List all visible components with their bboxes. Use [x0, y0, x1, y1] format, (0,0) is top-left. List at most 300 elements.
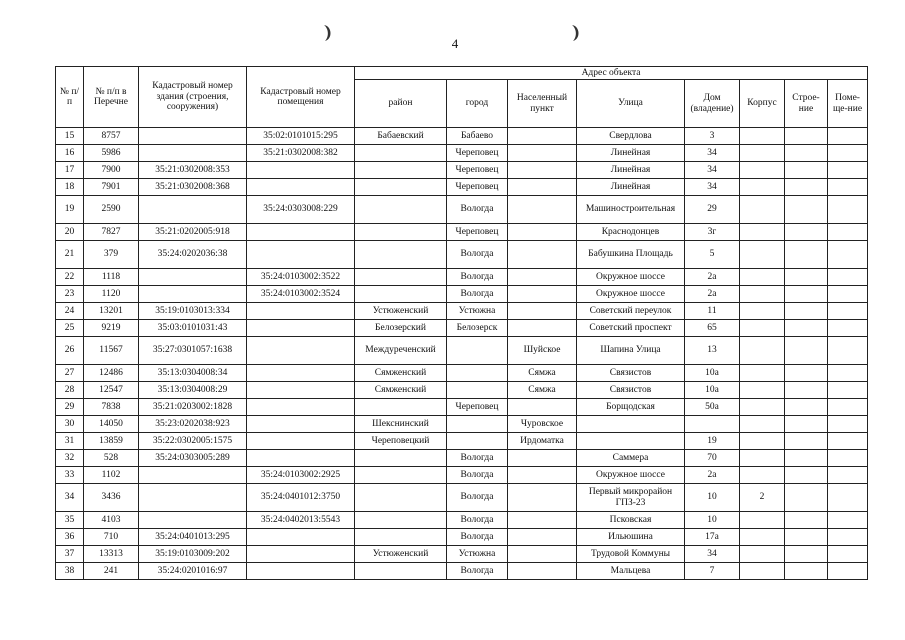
cell-no: 37 [56, 546, 84, 563]
cell-street: Связистов [577, 365, 685, 382]
cell-district [355, 512, 447, 529]
cell-list-no: 1102 [84, 467, 139, 484]
cell-settlement [508, 179, 577, 196]
table-row [56, 337, 868, 365]
cell-no: 36 [56, 529, 84, 546]
cell-stroenie [785, 179, 828, 196]
cell-settlement [508, 145, 577, 162]
cell-room-cadastral [247, 179, 355, 196]
cell-korpus [740, 382, 785, 399]
cell-city: Череповец [447, 224, 508, 241]
cell-house: 50а [685, 399, 740, 416]
cell-stroenie [785, 224, 828, 241]
cell-pomeshchenie [828, 416, 868, 433]
header-city: город [447, 80, 508, 128]
cell-building-cadastral [139, 196, 247, 224]
cell-settlement [508, 224, 577, 241]
cell-room-cadastral [247, 337, 355, 365]
cell-korpus [740, 241, 785, 269]
cell-district [355, 269, 447, 286]
cell-house: 34 [685, 179, 740, 196]
cell-city [447, 433, 508, 450]
cell-pomeshchenie [828, 450, 868, 467]
cell-stroenie [785, 320, 828, 337]
cell-street: Краснодонцев [577, 224, 685, 241]
cell-street: Окружное шоссе [577, 269, 685, 286]
cell-settlement [508, 563, 577, 580]
cell-street: Мальцева [577, 563, 685, 580]
cell-street: Борщодская [577, 399, 685, 416]
cell-pomeshchenie [828, 546, 868, 563]
cell-list-no: 13859 [84, 433, 139, 450]
table-row [56, 546, 868, 563]
cell-house: 34 [685, 546, 740, 563]
header-district: район [355, 80, 447, 128]
cell-list-no: 379 [84, 241, 139, 269]
cell-stroenie [785, 563, 828, 580]
cell-city: Белозерск [447, 320, 508, 337]
cell-building-cadastral: 35:24:0202036:38 [139, 241, 247, 269]
cell-room-cadastral: 35:24:0303008:229 [247, 196, 355, 224]
cell-pomeshchenie [828, 484, 868, 512]
cell-pomeshchenie [828, 286, 868, 303]
cell-house: 2а [685, 286, 740, 303]
cell-list-no: 1120 [84, 286, 139, 303]
cell-no: 21 [56, 241, 84, 269]
table-row [56, 467, 868, 484]
cell-no: 32 [56, 450, 84, 467]
cell-building-cadastral: 35:13:0304008:34 [139, 365, 247, 382]
table-row [56, 512, 868, 529]
cell-district [355, 450, 447, 467]
cell-street: Бабушкина Площадь [577, 241, 685, 269]
cell-city: Череповец [447, 162, 508, 179]
cell-list-no: 7900 [84, 162, 139, 179]
cell-stroenie [785, 382, 828, 399]
cell-city: Череповец [447, 179, 508, 196]
table-row [56, 303, 868, 320]
cell-city [447, 416, 508, 433]
cell-city: Бабаево [447, 128, 508, 145]
cell-pomeshchenie [828, 467, 868, 484]
cell-pomeshchenie [828, 269, 868, 286]
cell-no: 26 [56, 337, 84, 365]
cell-korpus [740, 529, 785, 546]
header-korpus: Корпус [740, 80, 785, 128]
cell-street: Окружное шоссе [577, 286, 685, 303]
cell-pomeshchenie [828, 241, 868, 269]
cell-no: 19 [56, 196, 84, 224]
table-row [56, 416, 868, 433]
cell-building-cadastral: 35:21:0302008:368 [139, 179, 247, 196]
cell-room-cadastral: 35:24:0401012:3750 [247, 484, 355, 512]
cell-district [355, 484, 447, 512]
cell-building-cadastral: 35:22:0302005:1575 [139, 433, 247, 450]
cell-building-cadastral: 35:23:0202038:923 [139, 416, 247, 433]
cell-city [447, 365, 508, 382]
table-row [56, 484, 868, 512]
cell-no: 38 [56, 563, 84, 580]
cell-stroenie [785, 128, 828, 145]
cell-room-cadastral: 35:24:0103002:3522 [247, 269, 355, 286]
cell-building-cadastral: 35:21:0203002:1828 [139, 399, 247, 416]
cell-street: Машиностроительная [577, 196, 685, 224]
cell-district [355, 196, 447, 224]
cell-building-cadastral: 35:24:0303005:289 [139, 450, 247, 467]
cell-korpus [740, 365, 785, 382]
header-building-cadastral: Кадастровый номер здания (строения, сооружения) [139, 67, 247, 128]
cell-stroenie [785, 399, 828, 416]
cell-stroenie [785, 196, 828, 224]
cell-district [355, 529, 447, 546]
cell-no: 31 [56, 433, 84, 450]
cell-settlement [508, 303, 577, 320]
cell-room-cadastral [247, 241, 355, 269]
header-street: Улица [577, 80, 685, 128]
cell-settlement [508, 512, 577, 529]
cell-korpus [740, 286, 785, 303]
header-pomeshchenie: Поме-ще-ние [828, 80, 868, 128]
cell-street: Трудовой Коммуны [577, 546, 685, 563]
cell-house [685, 416, 740, 433]
cell-city: Вологда [447, 512, 508, 529]
cell-pomeshchenie [828, 365, 868, 382]
cell-pomeshchenie [828, 179, 868, 196]
table-row [56, 269, 868, 286]
cell-street: Линейная [577, 162, 685, 179]
cell-house: 70 [685, 450, 740, 467]
cell-district: Шекснинский [355, 416, 447, 433]
table-row [56, 450, 868, 467]
cell-district [355, 467, 447, 484]
cell-street: Ильюшина [577, 529, 685, 546]
cell-district [355, 145, 447, 162]
cell-no: 29 [56, 399, 84, 416]
cell-street [577, 416, 685, 433]
cell-stroenie [785, 467, 828, 484]
cell-stroenie [785, 546, 828, 563]
cell-city: Устюжна [447, 546, 508, 563]
cell-no: 35 [56, 512, 84, 529]
cell-pomeshchenie [828, 196, 868, 224]
cell-stroenie [785, 450, 828, 467]
header-row-top [56, 67, 868, 80]
cell-district [355, 286, 447, 303]
cell-pomeshchenie [828, 563, 868, 580]
cell-house: 11 [685, 303, 740, 320]
cell-list-no: 7901 [84, 179, 139, 196]
cell-city: Вологда [447, 563, 508, 580]
cell-district [355, 162, 447, 179]
cell-list-no: 12547 [84, 382, 139, 399]
cell-house: 3г [685, 224, 740, 241]
cell-stroenie [785, 484, 828, 512]
cell-settlement [508, 546, 577, 563]
cell-house: 19 [685, 433, 740, 450]
cell-district [355, 241, 447, 269]
cell-room-cadastral [247, 399, 355, 416]
header-settlement: Населенный пункт [508, 80, 577, 128]
cell-korpus [740, 416, 785, 433]
cell-room-cadastral [247, 162, 355, 179]
cell-list-no: 9219 [84, 320, 139, 337]
cell-street [577, 433, 685, 450]
cell-room-cadastral [247, 416, 355, 433]
table-row [56, 529, 868, 546]
cell-house: 10 [685, 484, 740, 512]
cell-korpus [740, 320, 785, 337]
page-number: 4 [451, 36, 459, 51]
cell-street: Связистов [577, 382, 685, 399]
cell-building-cadastral: 35:21:0302008:353 [139, 162, 247, 179]
cell-stroenie [785, 433, 828, 450]
header-list-no: № п/п в Перечне [84, 67, 139, 128]
cell-list-no: 4103 [84, 512, 139, 529]
cell-city: Вологда [447, 269, 508, 286]
cell-city: Вологда [447, 196, 508, 224]
cell-district: Бабаевский [355, 128, 447, 145]
punch-hole-mark-right [568, 24, 582, 42]
cell-building-cadastral [139, 286, 247, 303]
cell-district [355, 563, 447, 580]
cell-korpus [740, 467, 785, 484]
table-row [56, 382, 868, 399]
table-row [56, 162, 868, 179]
cell-room-cadastral [247, 224, 355, 241]
cell-street: Окружное шоссе [577, 467, 685, 484]
cell-house: 34 [685, 162, 740, 179]
cell-settlement [508, 196, 577, 224]
cell-list-no: 241 [84, 563, 139, 580]
cell-pomeshchenie [828, 224, 868, 241]
cell-building-cadastral: 35:13:0304008:29 [139, 382, 247, 399]
cell-pomeshchenie [828, 320, 868, 337]
header-room-cadastral: Кадастровый номер помещения [247, 67, 355, 128]
cell-pomeshchenie [828, 399, 868, 416]
cell-stroenie [785, 241, 828, 269]
cell-stroenie [785, 286, 828, 303]
table-row [56, 145, 868, 162]
cell-stroenie [785, 416, 828, 433]
cell-no: 28 [56, 382, 84, 399]
cell-list-no: 1118 [84, 269, 139, 286]
table-row [56, 320, 868, 337]
cell-house: 3 [685, 128, 740, 145]
cell-house: 5 [685, 241, 740, 269]
cell-street: Линейная [577, 179, 685, 196]
cell-district: Сямженский [355, 382, 447, 399]
cell-building-cadastral [139, 269, 247, 286]
cell-korpus [740, 224, 785, 241]
cell-district [355, 224, 447, 241]
cell-house: 7 [685, 563, 740, 580]
table-row [56, 399, 868, 416]
cell-street: Советский проспект [577, 320, 685, 337]
cell-settlement: Шуйское [508, 337, 577, 365]
cell-pomeshchenie [828, 433, 868, 450]
cell-building-cadastral: 35:03:0101031:43 [139, 320, 247, 337]
cell-settlement: Сямжа [508, 382, 577, 399]
cell-list-no: 8757 [84, 128, 139, 145]
cell-building-cadastral: 35:19:0103013:334 [139, 303, 247, 320]
cell-district: Череповецкий [355, 433, 447, 450]
cell-city: Вологда [447, 286, 508, 303]
cell-district: Междуреченский [355, 337, 447, 365]
cell-settlement [508, 128, 577, 145]
cell-no: 22 [56, 269, 84, 286]
table-row [56, 433, 868, 450]
cell-korpus [740, 303, 785, 320]
cell-stroenie [785, 365, 828, 382]
cell-room-cadastral [247, 303, 355, 320]
cell-pomeshchenie [828, 303, 868, 320]
cell-settlement [508, 320, 577, 337]
cell-city: Вологда [447, 450, 508, 467]
header-house: Дом (владение) [685, 80, 740, 128]
cell-no: 15 [56, 128, 84, 145]
cell-room-cadastral [247, 320, 355, 337]
cell-district: Белозерский [355, 320, 447, 337]
cell-stroenie [785, 529, 828, 546]
cell-settlement [508, 399, 577, 416]
cell-city: Череповец [447, 399, 508, 416]
cell-stroenie [785, 145, 828, 162]
cell-room-cadastral [247, 382, 355, 399]
cell-street: Псковская [577, 512, 685, 529]
cell-district: Сямженский [355, 365, 447, 382]
cell-house: 17а [685, 529, 740, 546]
cell-list-no: 2590 [84, 196, 139, 224]
cell-house: 29 [685, 196, 740, 224]
cell-settlement [508, 529, 577, 546]
cell-building-cadastral: 35:24:0201016:97 [139, 563, 247, 580]
cell-building-cadastral: 35:21:0202005:918 [139, 224, 247, 241]
header-stroenie: Строе-ние [785, 80, 828, 128]
cell-building-cadastral: 35:24:0401013:295 [139, 529, 247, 546]
cell-korpus [740, 433, 785, 450]
cell-district: Устюженский [355, 546, 447, 563]
cell-korpus [740, 512, 785, 529]
cell-city [447, 382, 508, 399]
cell-street: Советский переулок [577, 303, 685, 320]
cell-building-cadastral [139, 128, 247, 145]
cell-list-no: 13201 [84, 303, 139, 320]
cell-list-no: 7838 [84, 399, 139, 416]
cell-korpus [740, 269, 785, 286]
cell-no: 16 [56, 145, 84, 162]
cell-no: 25 [56, 320, 84, 337]
cell-city: Вологда [447, 467, 508, 484]
table-row [56, 196, 868, 224]
cell-building-cadastral [139, 484, 247, 512]
cell-house: 10 [685, 512, 740, 529]
cell-street: Саммера [577, 450, 685, 467]
cell-list-no: 11567 [84, 337, 139, 365]
cell-pomeshchenie [828, 145, 868, 162]
cell-building-cadastral [139, 512, 247, 529]
cell-korpus [740, 196, 785, 224]
cell-list-no: 3436 [84, 484, 139, 512]
cell-list-no: 710 [84, 529, 139, 546]
cell-stroenie [785, 337, 828, 365]
table-row [56, 286, 868, 303]
cell-stroenie [785, 162, 828, 179]
cell-room-cadastral: 35:24:0402013:5543 [247, 512, 355, 529]
cell-settlement: Сямжа [508, 365, 577, 382]
table-row [56, 241, 868, 269]
cell-city: Устюжна [447, 303, 508, 320]
cell-pomeshchenie [828, 512, 868, 529]
cell-korpus [740, 546, 785, 563]
cell-city: Вологда [447, 484, 508, 512]
cell-list-no: 14050 [84, 416, 139, 433]
cell-house: 10а [685, 382, 740, 399]
cell-city: Вологда [447, 241, 508, 269]
cell-korpus [740, 399, 785, 416]
cell-street: Шапина Улица [577, 337, 685, 365]
cell-korpus [740, 337, 785, 365]
cell-house: 34 [685, 145, 740, 162]
cell-settlement [508, 286, 577, 303]
cell-house: 65 [685, 320, 740, 337]
cell-settlement [508, 162, 577, 179]
table-row [56, 365, 868, 382]
cell-no: 33 [56, 467, 84, 484]
cell-house: 2а [685, 467, 740, 484]
cell-room-cadastral [247, 563, 355, 580]
cell-list-no: 13313 [84, 546, 139, 563]
cell-room-cadastral [247, 365, 355, 382]
table-row [56, 179, 868, 196]
cell-street: Линейная [577, 145, 685, 162]
cell-room-cadastral: 35:21:0302008:382 [247, 145, 355, 162]
header-no: № п/п [56, 67, 84, 128]
cell-list-no: 528 [84, 450, 139, 467]
cell-no: 18 [56, 179, 84, 196]
header-address-group: Адрес объекта [355, 67, 868, 80]
cell-room-cadastral [247, 433, 355, 450]
cell-room-cadastral [247, 529, 355, 546]
cell-pomeshchenie [828, 382, 868, 399]
cell-pomeshchenie [828, 529, 868, 546]
cell-no: 20 [56, 224, 84, 241]
cell-settlement [508, 241, 577, 269]
cell-city: Вологда [447, 529, 508, 546]
cell-stroenie [785, 269, 828, 286]
cell-district: Устюженский [355, 303, 447, 320]
cell-street: Свердлова [577, 128, 685, 145]
cell-settlement [508, 484, 577, 512]
cell-district [355, 179, 447, 196]
cell-korpus [740, 162, 785, 179]
cell-no: 24 [56, 303, 84, 320]
cell-building-cadastral: 35:19:0103009:202 [139, 546, 247, 563]
cell-settlement: Ирдоматка [508, 433, 577, 450]
cell-room-cadastral: 35:24:0103002:2925 [247, 467, 355, 484]
table-row [56, 563, 868, 580]
cell-district [355, 399, 447, 416]
cell-building-cadastral [139, 145, 247, 162]
cell-pomeshchenie [828, 128, 868, 145]
cell-house: 10а [685, 365, 740, 382]
cell-settlement [508, 467, 577, 484]
cell-list-no: 5986 [84, 145, 139, 162]
cell-stroenie [785, 303, 828, 320]
cell-korpus [740, 179, 785, 196]
cell-korpus [740, 145, 785, 162]
punch-hole-mark-left [320, 24, 334, 42]
cell-no: 17 [56, 162, 84, 179]
